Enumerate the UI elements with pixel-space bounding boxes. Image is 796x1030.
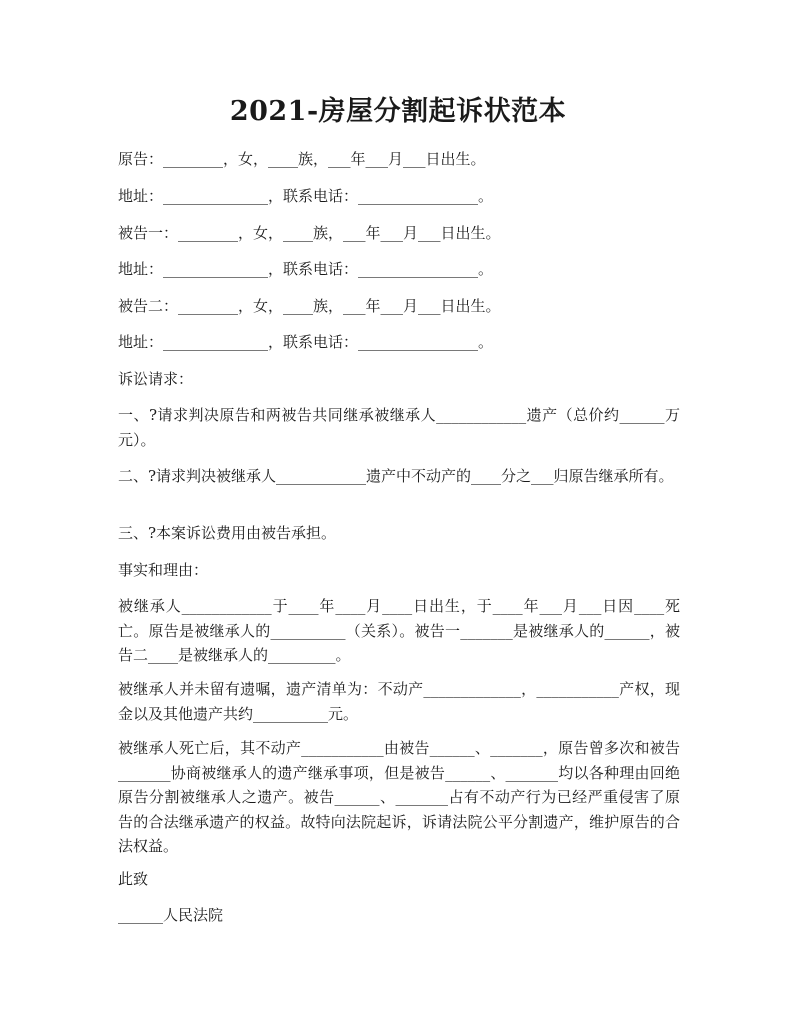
facts-heading: 事实和理由： <box>118 561 209 579</box>
court-name: ______人民法院 <box>118 906 224 924</box>
facts-paragraph-1: 被继承人____________于____年____月____日出生，于____年___月___日因____死亡。原告是被继承人的__________（关系）。被告一_______是被继承人的______，被告二____是被继承人的_________。 <box>118 597 680 664</box>
defendant-1-address: 地址：______________，联系电话：________________。 <box>118 260 494 278</box>
facts-paragraph-2: 被继承人并未留有遗嘱，遗产清单为：不动产_____________，___________产权，现金以及其他遗产共约__________元。 <box>118 680 680 723</box>
facts-paragraph-3: 被继承人死亡后，其不动产___________由被告______、_______，原告曾多次和被告_______协商被继承人的遗产继承事项，但是被告______、_______均以各种理由回绝原告分割被继承人之遗产。被告______、_______占有不动产行为已经严重侵害了原告的合法继承遗产的权益。故特向法院起诉，诉请法院公平分割遗产，维护原告的合法权益。 <box>118 739 680 855</box>
plaintiff-address: 地址：______________，联系电话：________________。 <box>118 187 494 205</box>
defendant-2-info: 被告二：________，女，____族，___年___月___日出生。 <box>118 297 501 315</box>
document-title: 2021-房屋分割起诉状范本 <box>229 96 567 127</box>
claim-1: 一、?请求判决原告和两被告共同继承被继承人____________遗产（总价约______万元）。 <box>118 406 680 449</box>
claims-heading: 诉讼请求： <box>118 370 194 388</box>
claim-3: 三、?本案诉讼费用由被告承担。 <box>118 524 337 542</box>
closing-salutation: 此致 <box>118 870 149 888</box>
plaintiff-info: 原告：________，女，____族，___年___月___日出生。 <box>118 150 486 168</box>
defendant-1-info: 被告一：________，女，____族，___年___月___日出生。 <box>118 224 501 242</box>
defendant-2-address: 地址：______________，联系电话：________________。 <box>118 333 494 351</box>
claim-2: 二、?请求判决被继承人____________遗产中不动产的____分之___归原告继承所有。 <box>118 467 674 485</box>
